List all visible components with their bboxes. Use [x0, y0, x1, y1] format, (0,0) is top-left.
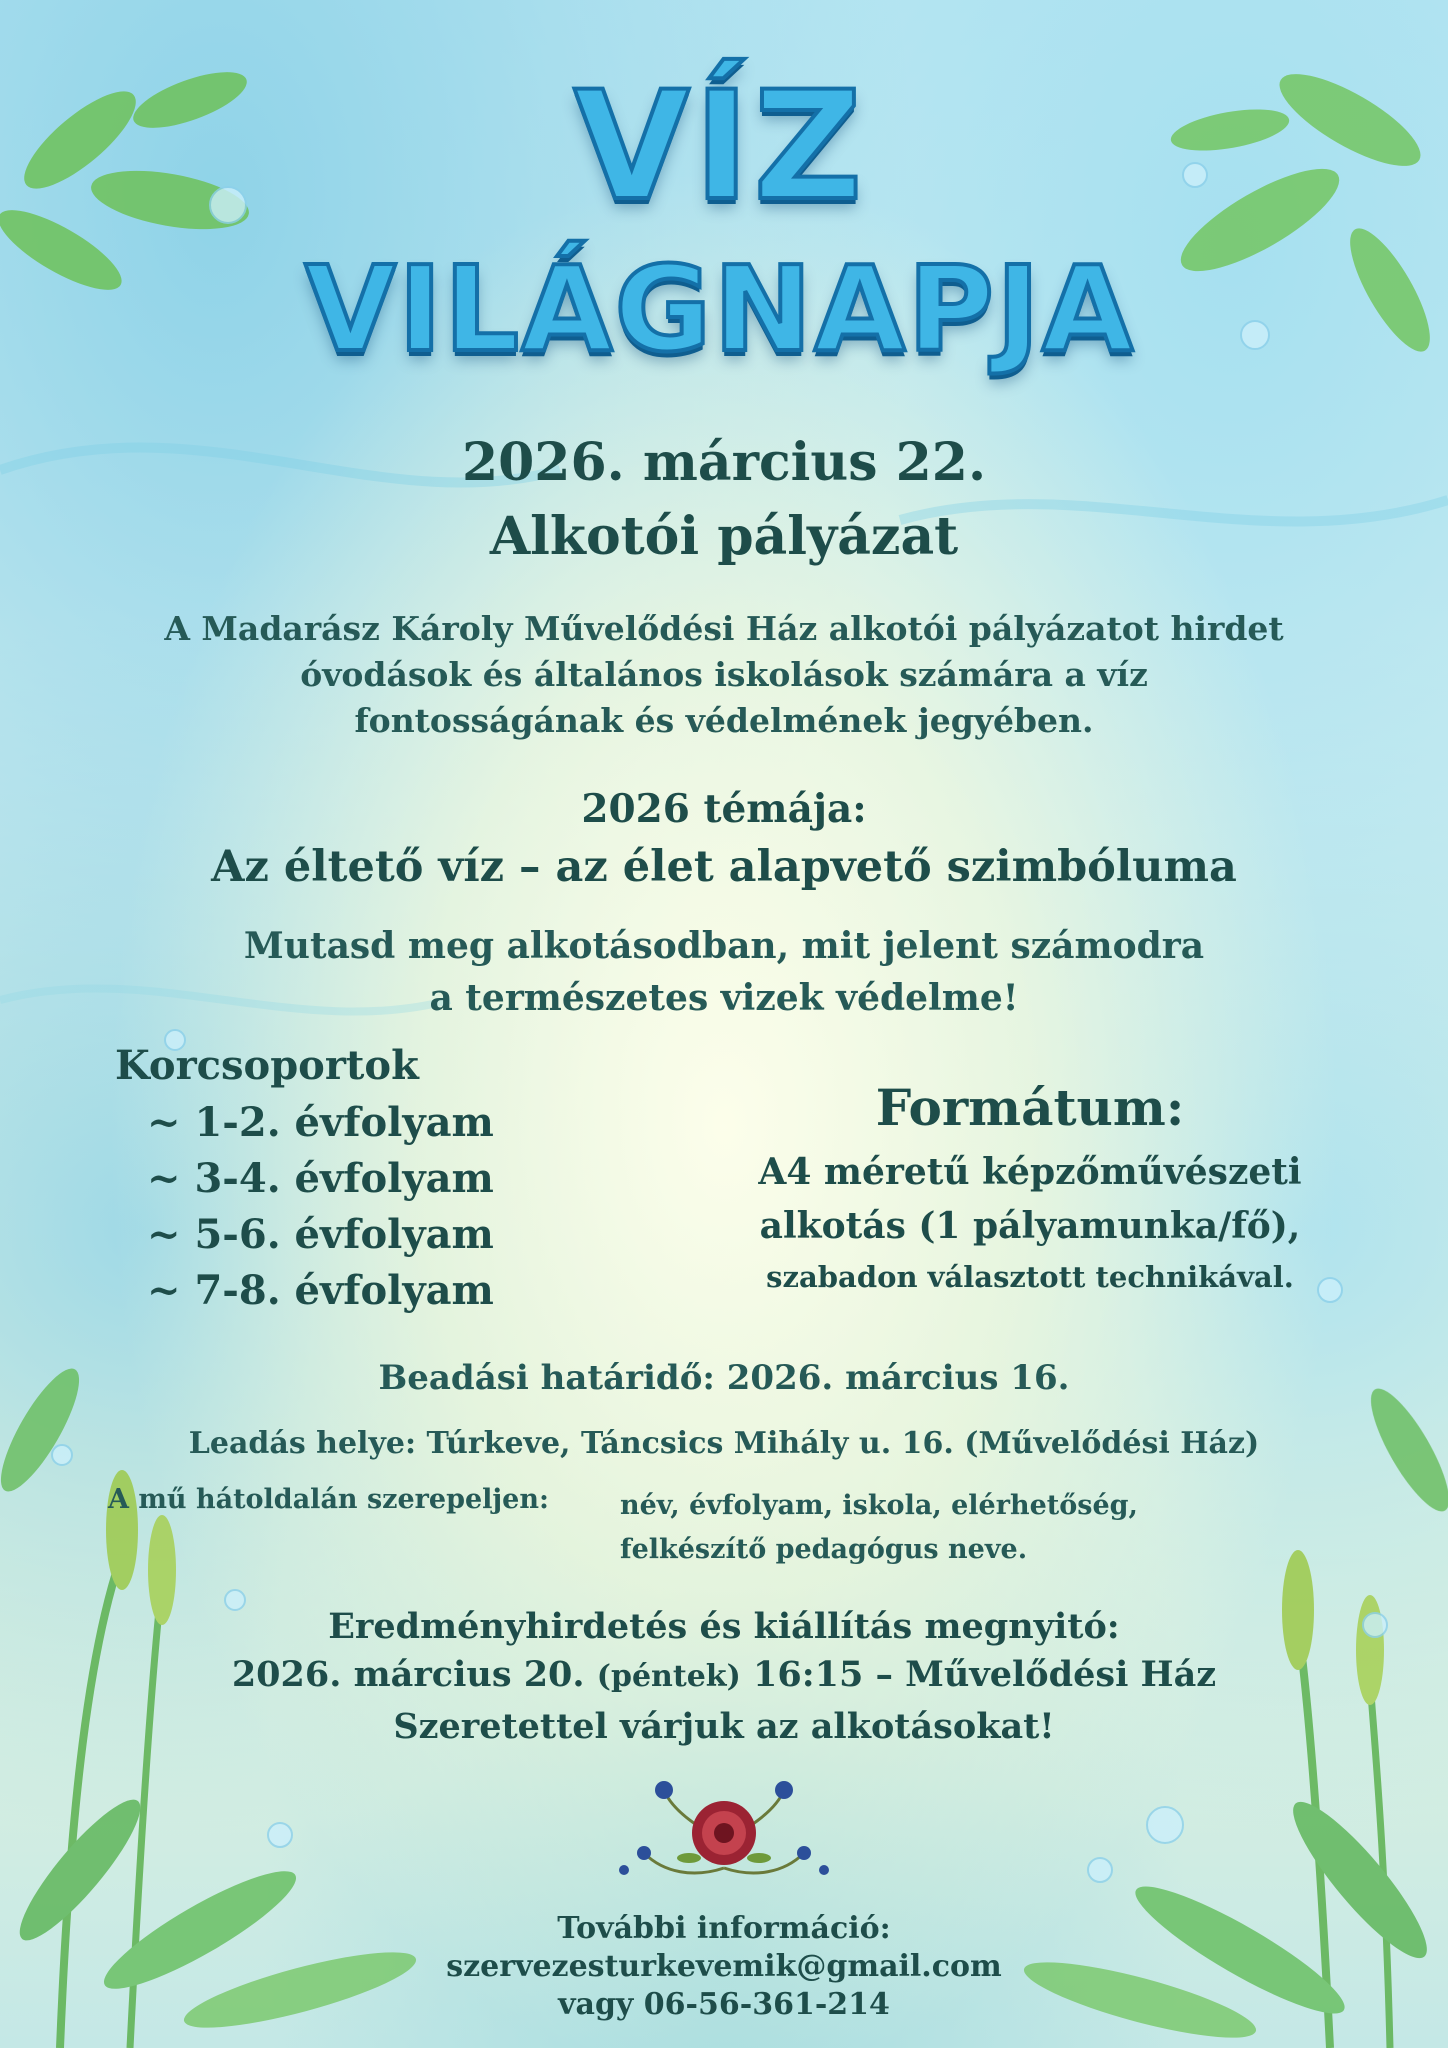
contact-info: [0, 1910, 1448, 2024]
results-day-part: (péntek): [596, 1659, 741, 1694]
leaf-top-right-icon: [1168, 57, 1444, 361]
age-groups: [115, 1042, 595, 1319]
back-side-line: felkészítő pedagógus neve.: [620, 1534, 1028, 1565]
title-line-2: VILÁGNAPJA: [304, 240, 1136, 378]
theme-prompt: [0, 920, 1448, 1024]
folk-flower-ornament-icon: [614, 1778, 834, 1888]
age-group-item: ~ 1-2. évfolyam: [147, 1099, 494, 1146]
age-group-item: ~ 7-8. évfolyam: [147, 1267, 494, 1314]
format-heading: Formátum:: [875, 1078, 1185, 1137]
back-side-values: [620, 1484, 1320, 1572]
theme-prompt-line: a természetes vizek védelme!: [429, 977, 1019, 1019]
event-subtitle: Alkotói pályázat: [489, 506, 959, 567]
theme-prompt-line: Mutasd meg alkotásodban, mit jelent számodra: [243, 925, 1205, 967]
results-time-place: 16:15 – Művelődési Ház: [752, 1654, 1217, 1695]
submission-deadline: Beadási határidő: 2026. március 16.: [378, 1358, 1070, 1398]
intro-line: fontosságának és védelmének jegyében.: [354, 701, 1094, 740]
format-line: alkotás (1 pályamunka/fő),: [759, 1205, 1301, 1247]
contact-email[interactable]: szervezesturkevemik@gmail.com: [446, 1949, 1002, 1984]
title-logo: [300, 40, 1140, 410]
results-date-part: 2026. március 20.: [231, 1654, 585, 1695]
age-group-item: ~ 3-4. évfolyam: [147, 1155, 494, 1202]
format-line: A4 méretű képzőművészeti: [758, 1151, 1302, 1193]
submission-place: Leadás helye: Túrkeve, Táncsics Mihály u. 16. (Művelődési Ház): [188, 1426, 1260, 1461]
contact-phone[interactable]: vagy 06-56-361-214: [558, 1987, 890, 2022]
age-groups-heading: Korcsoportok: [115, 1042, 419, 1089]
title-line-1: VÍZ: [573, 60, 867, 234]
leaf-top-left-icon: [0, 61, 253, 304]
age-group-item: ~ 5-6. évfolyam: [147, 1211, 494, 1258]
closing-text: Szeretettel várjuk az alkotásokat!: [393, 1706, 1055, 1747]
intro-line: óvodások és általános iskolások számára a víz: [300, 655, 1148, 694]
intro-line: A Madarász Károly Művelődési Ház alkotói pályázatot hirdet: [164, 609, 1284, 648]
back-side-label: A mű hátoldalán szerepeljen:: [108, 1484, 549, 1515]
results-date: [0, 1654, 1448, 1695]
contact-heading: További információ:: [557, 1911, 891, 1946]
format-block: [720, 1078, 1340, 1301]
format-line: szabadon választott technikával.: [766, 1260, 1294, 1294]
back-side-line: név, évfolyam, iskola, elérhetőség,: [620, 1490, 1138, 1521]
results-heading: Eredményhirdetés és kiállítás megnyitó:: [328, 1606, 1120, 1647]
intro-text: [0, 606, 1448, 744]
theme-label: 2026 témája:: [581, 786, 867, 832]
event-date: 2026. március 22.: [461, 432, 987, 493]
theme-title: Az éltető víz – az élet alapvető szimbóluma: [211, 842, 1237, 892]
